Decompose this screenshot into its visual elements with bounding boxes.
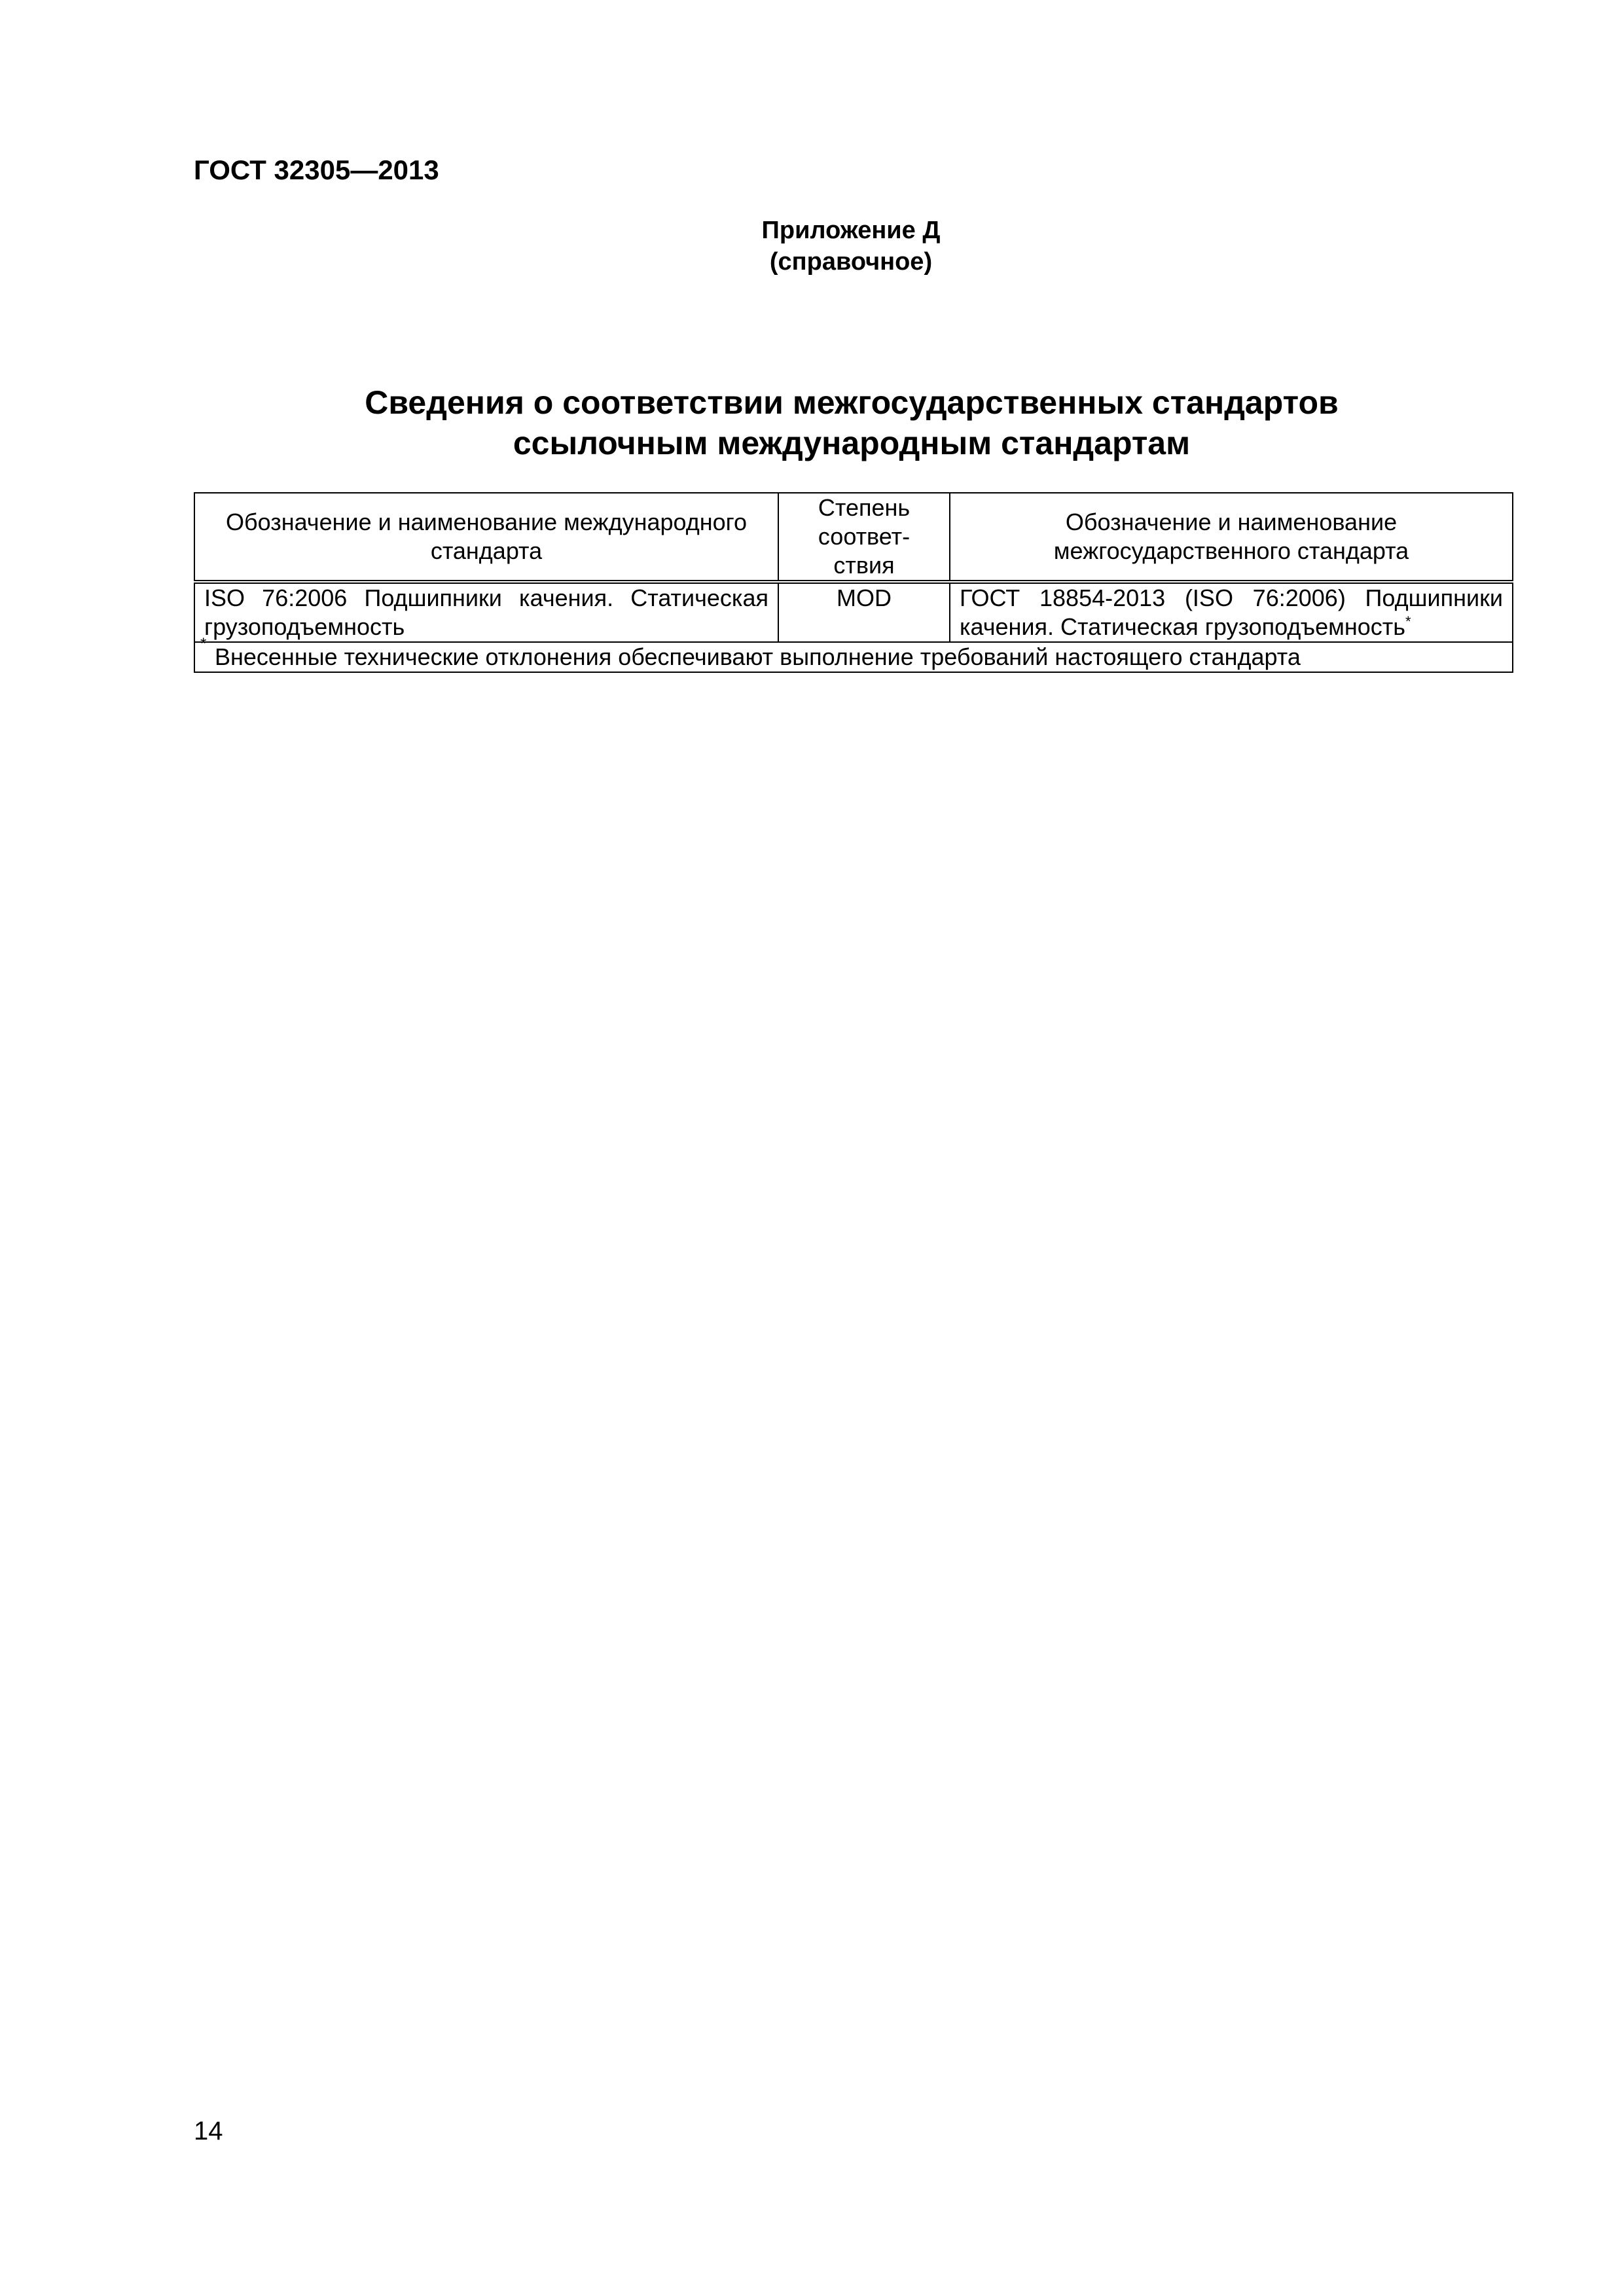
page-title-line-1: Сведения о соответствии межгосударственных стандартов — [365, 384, 1339, 421]
cell-international-standard: ISO 76:2006 Подшипники качения. Статическая грузоподъемность — [194, 582, 778, 642]
cell-degree-of-correspondence: MOD — [778, 582, 950, 642]
footnote-text: Внесенные технические отклонения обеспечивают выполнение требований настоящего стандарта — [215, 643, 1301, 670]
document-code: ГОСТ 32305—2013 — [194, 154, 439, 185]
table-footnote-row — [194, 642, 1513, 672]
cell-interstate-standard — [950, 582, 1513, 642]
footnote-reference-mark: * — [1405, 613, 1411, 630]
header-interstate-standard: Обозначение и наименование межгосударственного стандарта — [950, 493, 1513, 582]
page-title-line-2: ссылочным международным стандартам — [513, 425, 1191, 461]
footnote-mark: * — [200, 635, 207, 653]
page-number: 14 — [194, 2117, 223, 2145]
table-row — [194, 582, 1513, 642]
footnote-cell — [194, 635, 1513, 672]
appendix-heading — [589, 215, 1113, 278]
appendix-label: Приложение Д — [761, 217, 941, 244]
table-header-row — [194, 493, 1513, 582]
interstate-standard-text: ГОСТ 18854-2013 (ISO 76:2006) Подшипники качения. Статическая грузоподъемность — [960, 584, 1503, 640]
page-title — [196, 382, 1507, 463]
standards-correspondence-table — [194, 492, 1513, 673]
header-international-standard: Обозначение и наименование международного стандарта — [194, 493, 778, 582]
header-degree-of-correspondence: Степень соответ- ствия — [778, 493, 950, 582]
appendix-type: (справочное) — [769, 248, 933, 276]
